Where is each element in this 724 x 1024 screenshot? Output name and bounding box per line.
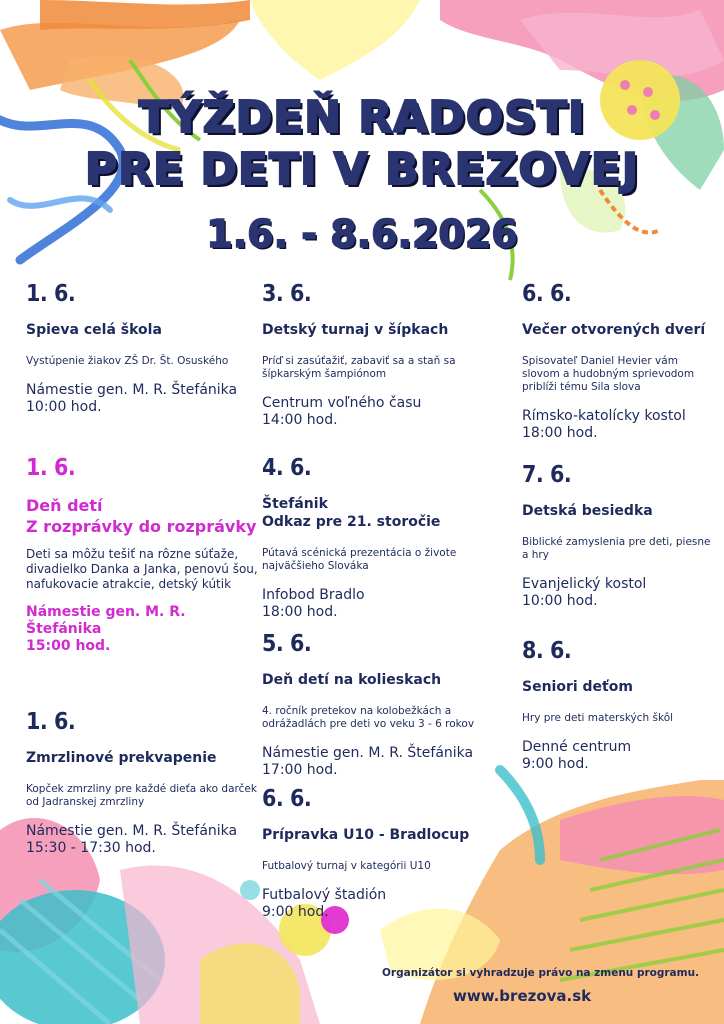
event-title: Prípravka U10 - Bradlocup (262, 827, 470, 843)
event-dates: 1.6. - 8.6.2026 (206, 212, 518, 256)
event-pripravka-u10 (262, 786, 494, 921)
event-detsky-turnaj (262, 281, 494, 429)
event-description: Pútavá scénická prezentácia o živote najväčšieho Slováka (262, 547, 457, 572)
event-place: Námestie gen. M. R. Štefánika 10:00 hod. (26, 382, 238, 415)
event-description: Príď si zasúťažiť, zabaviť sa a staň sa šípkarským šampiónom (262, 355, 456, 380)
event-description: Futbalový turnaj v kategórii U10 (262, 860, 431, 872)
event-place: Futbalový štadión 9:00 hod. (262, 887, 387, 920)
event-place: Infobod Bradlo 18:00 hod. (262, 587, 365, 620)
event-title: Detský turnaj v šípkach (262, 322, 449, 338)
event-date: 8. 6. (522, 638, 572, 664)
event-place: Evanjelický kostol 10:00 hod. (522, 576, 647, 609)
event-den-deti-na-kolieskach (262, 631, 494, 779)
event-place: Námestie gen. M. R. Štefánika 17:00 hod. (262, 745, 474, 778)
event-place: Rímsko-katolícky kostol 18:00 hod. (522, 408, 686, 441)
event-title: Detská besiedka (522, 503, 653, 519)
event-date: 6. 6. (522, 281, 572, 307)
event-title: Seniori deťom (522, 679, 633, 695)
event-seniori-detom (522, 638, 718, 773)
event-place: Námestie gen. M. R. Štefánika 15:00 hod. (26, 604, 186, 654)
event-description: Vystúpenie žiakov ZŠ Dr. Št. Osuského (26, 355, 229, 367)
event-vecer-otvorenych-dveri (522, 281, 718, 442)
event-description: Hry pre deti materských škôl (522, 712, 674, 724)
event-title: Deň detí Z rozprávky do rozprávky (26, 496, 257, 536)
event-title: Večer otvorených dverí (522, 322, 706, 338)
event-date: 5. 6. (262, 631, 312, 657)
event-title: Zmrzlinové prekvapenie (26, 750, 217, 766)
event-description: 4. ročník pretekov na kolobežkách a odrážadlách pre deti vo veku 3 - 6 rokov (262, 705, 475, 730)
event-date: 3. 6. (262, 281, 312, 307)
event-date: 1. 6. (26, 281, 76, 307)
event-date: 1. 6. (26, 709, 76, 735)
organizer-note: Organizátor si vyhradzuje právo na zmenu programu. (382, 967, 700, 979)
event-place: Námestie gen. M. R. Štefánika 15:30 - 17:30 hod. (26, 823, 238, 856)
title-line-1: TÝŽDEŇ RADOSTI (138, 92, 586, 143)
event-detska-besiedka (522, 462, 718, 610)
event-stefanik (262, 455, 494, 621)
event-description: Deti sa môžu tešiť na rôzne súťaže, divadielko Danka a Janka, penovú šou, nafukovacie atrakcie, detský kútik (26, 547, 258, 591)
event-title: Deň detí na kolieskach (262, 672, 442, 688)
event-title: Štefánik Odkaz pre 21. storočie (262, 496, 441, 530)
event-title: Spieva celá škola (26, 322, 162, 338)
event-spieva-cela-skola (26, 281, 258, 416)
event-date: 6. 6. (262, 786, 312, 812)
event-date: 1. 6. (26, 455, 76, 481)
event-zmrzlinove-prekvapenie (26, 709, 258, 857)
event-description: Spisovateľ Daniel Hevier vám slovom a hudobným sprievodom priblíži tému Sila slova (522, 355, 695, 393)
event-date: 4. 6. (262, 455, 312, 481)
event-description: Kopček zmrzliny pre každé dieťa ako darček od Jadranskej zmrzliny (26, 783, 257, 808)
event-description: Biblické zamyslenia pre deti, piesne a hry (522, 536, 711, 561)
title-line-2: PRE DETI V BREZOVEJ (84, 144, 640, 195)
event-place: Centrum voľného času 14:00 hod. (262, 395, 422, 428)
event-date: 7. 6. (522, 462, 572, 488)
event-place: Denné centrum 9:00 hod. (522, 739, 632, 772)
website-link[interactable]: www.brezova.sk (453, 987, 592, 1005)
event-den-deti (26, 455, 258, 655)
